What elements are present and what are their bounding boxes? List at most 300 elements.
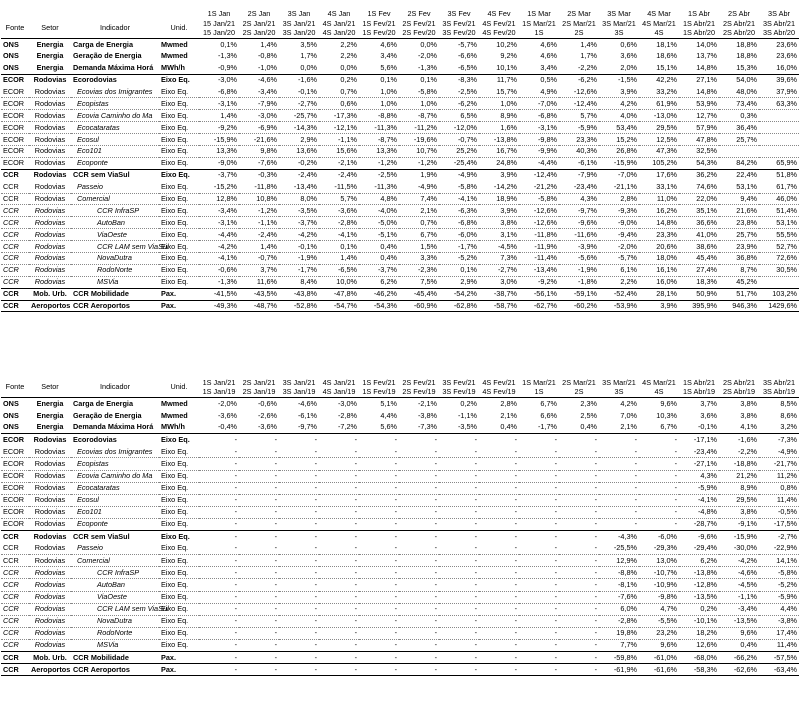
cell-value: -13,5% (679, 591, 719, 603)
cell-value: 8,9% (479, 110, 519, 122)
cell-value: -2,4% (239, 229, 279, 241)
cell-value: - (359, 651, 399, 663)
cell-value: -6,5% (457, 62, 477, 72)
cell-value: -9,1% (719, 518, 759, 530)
cell-value: 6,6% (540, 410, 557, 420)
cell-fonte: CCR (1, 205, 29, 217)
cell-setor: Rodovias (29, 134, 71, 146)
cell-value: 16,0% (776, 62, 797, 72)
cell-value: - (399, 458, 439, 470)
cell-value: 4,4% (759, 603, 799, 615)
week-compare-header (399, 18, 439, 39)
cell-indicador: Passeio (77, 181, 103, 191)
cell-value: 8,7% (719, 264, 759, 276)
cell-value: - (399, 567, 439, 579)
cell-indicador: NovaDutra (71, 615, 159, 627)
cell-setor: Rodovias (29, 518, 71, 530)
week-current: 1S Mar/21 (522, 19, 556, 28)
cell-setor: Rodovias (29, 122, 71, 134)
cell-value: - (359, 615, 399, 627)
cell-value: -1,3% (217, 51, 237, 61)
week-compare-header (679, 18, 719, 39)
week-compare-header (439, 18, 479, 39)
cell-value: -12,1% (319, 122, 359, 134)
cell-value: 4,3% (559, 193, 599, 205)
cell-indicador: Carga de Energia (73, 398, 134, 408)
week-current: 2S Fev/21 (402, 19, 436, 28)
cell-value: 4,2% (620, 398, 637, 408)
table-row (1, 146, 799, 158)
cell-value: 10,3% (656, 410, 677, 420)
cell-value: -19,6% (399, 134, 439, 146)
cell-unid: Eixo Eq. (159, 229, 199, 241)
cell-value: - (519, 555, 559, 567)
cell-setor: Rodovias (29, 98, 71, 110)
cell-value: -3,7% (279, 217, 319, 229)
cell-value: - (199, 615, 239, 627)
cell-value: 23,8% (719, 217, 759, 229)
cell-value: 103,2% (759, 288, 799, 300)
col-fonte: Fonte (5, 23, 25, 32)
cell-value: 2,1% (399, 205, 439, 217)
week-base: 2S Jan/19 (242, 387, 276, 396)
cell-value: - (479, 531, 519, 543)
cell-value: 1,0% (380, 86, 397, 96)
cell-fonte: ONS (3, 398, 19, 408)
cell-value: - (239, 531, 279, 543)
cell-setor: Energia (36, 422, 64, 432)
cell-value: -5,8% (457, 181, 477, 191)
week-base: 2S Jan/20 (242, 28, 276, 37)
cell-value: - (439, 664, 479, 676)
cell-fonte: CCR (1, 169, 29, 181)
cell-indicador: CCR InfraSP (71, 205, 159, 217)
cell-value: 12,8% (199, 193, 239, 205)
cell-value: - (519, 651, 559, 663)
cell-value: - (439, 434, 479, 446)
cell-value: -4,4% (519, 157, 559, 169)
cell-value: -56,1% (519, 288, 559, 300)
cell-setor: Energia (36, 398, 64, 408)
cell-value: 14,0% (696, 39, 717, 49)
col-unid: Unid. (170, 23, 188, 32)
week-current: 4S Fev/21 (482, 19, 516, 28)
cell-value: 7,7% (599, 639, 639, 651)
cell-value: -1,1% (719, 591, 759, 603)
cell-value: -17,5% (759, 518, 799, 530)
header-spacer (1, 0, 29, 18)
cell-value: -25,4% (439, 157, 479, 169)
cell-value: - (519, 506, 559, 518)
cell-value: - (199, 506, 239, 518)
cell-value: - (439, 458, 479, 470)
cell-value: - (479, 494, 519, 506)
cell-setor: Rodovias (29, 639, 71, 651)
cell-value: 1,7% (580, 51, 597, 61)
cell-value: - (319, 579, 359, 591)
table-row (1, 39, 799, 51)
week-label: 1S Jan (207, 9, 231, 18)
cell-value: 2,1% (500, 410, 517, 420)
table-comparison-2019 (1, 377, 799, 676)
cell-value: - (359, 518, 399, 530)
cell-value: 53,1% (736, 181, 757, 191)
cell-value: - (394, 543, 397, 553)
cell-value: - (559, 591, 599, 603)
cell-value: 6,2% (359, 276, 399, 288)
cell-value: - (319, 555, 359, 567)
cell-value: 2,8% (500, 398, 517, 408)
cell-value: -17,3% (319, 110, 359, 122)
cell-value: -15,9% (719, 531, 759, 543)
cell-value: 18,2% (679, 627, 719, 639)
cell-value: 1,4% (319, 253, 359, 265)
cell-value: - (439, 639, 479, 651)
cell-value: 23,3% (639, 229, 679, 241)
cell-value: - (239, 591, 279, 603)
cell-value: -21,1% (613, 181, 637, 191)
cell-value: 4,1% (740, 422, 757, 432)
cell-value: - (239, 434, 279, 446)
cell-value: 4,0% (599, 110, 639, 122)
cell-value: -0,1% (697, 422, 717, 432)
cell-value: - (319, 518, 359, 530)
cell-value: -54,3% (359, 300, 399, 312)
cell-value: - (479, 664, 519, 676)
cell-value: -10,1% (679, 615, 719, 627)
week-compare-header (439, 377, 479, 398)
week-current: 3S Abr/21 (762, 19, 796, 28)
cell-value: 0,6% (620, 39, 637, 49)
cell-setor: Rodovias (29, 146, 71, 158)
cell-value: -7,3% (417, 422, 437, 432)
cell-value: -14,3% (279, 122, 319, 134)
cell-value: -5,0% (359, 217, 399, 229)
cell-value: - (279, 603, 319, 615)
cell-fonte: ECOR (1, 146, 29, 158)
week-label-row (1, 0, 799, 18)
cell-fonte: CCR (1, 531, 29, 543)
cell-value: -6,5% (319, 264, 359, 276)
cell-value: 2,1% (620, 422, 637, 432)
cell-unid: Eixo Eq. (159, 531, 199, 543)
cell-fonte: CCR (1, 288, 29, 300)
cell-fonte: ECOR (1, 482, 29, 494)
cell-value: -60,2% (559, 300, 599, 312)
cell-value: 6,7% (540, 398, 557, 408)
cell-value: 42,2% (639, 74, 679, 86)
cell-value: 9,6% (660, 398, 677, 408)
week-compare-header (599, 18, 639, 39)
cell-value: -1,1% (239, 217, 279, 229)
cell-value: -58,7% (479, 300, 519, 312)
cell-value: 7,3% (479, 253, 519, 265)
cell-value: -21,7% (759, 458, 799, 470)
table-row (1, 410, 799, 422)
cell-value (759, 146, 799, 158)
cell-value: 4,6% (540, 39, 557, 49)
cell-value: 35,1% (679, 205, 719, 217)
cell-value: - (199, 627, 239, 639)
cell-value: - (199, 651, 239, 663)
cell-value: -57,5% (759, 651, 799, 663)
cell-value: -58,3% (679, 664, 719, 676)
cell-value: 52,7% (759, 241, 799, 253)
cell-value: 3,2% (780, 422, 797, 432)
cell-value: - (639, 482, 679, 494)
table-row (1, 181, 799, 193)
cell-value: 28,1% (639, 288, 679, 300)
cell-fonte: ECOR (1, 434, 29, 446)
cell-value: 32,5% (679, 146, 719, 158)
cell-value: - (199, 579, 239, 591)
cell-value: 21,2% (719, 470, 759, 482)
cell-value: -61,0% (639, 651, 679, 663)
week-base: 1S (534, 387, 544, 396)
cell-value: - (479, 627, 519, 639)
cell-setor: Rodovias (29, 217, 71, 229)
table-header (1, 377, 799, 398)
cell-value: - (674, 446, 677, 456)
cell-value: - (319, 639, 359, 651)
cell-setor: Aeroportos (29, 664, 71, 676)
cell-unid: Eixo Eq. (159, 555, 199, 567)
cell-value: - (319, 603, 359, 615)
cell-value: -3,8% (417, 410, 437, 420)
cell-fonte: CCR (1, 579, 29, 591)
cell-value: -13,8% (479, 134, 519, 146)
cell-value: -2,8% (337, 410, 357, 420)
cell-value: -3,9% (559, 241, 599, 253)
cell-value: -5,8% (759, 567, 799, 579)
cell-setor: Rodovias (29, 494, 71, 506)
cell-value: -11,3% (359, 122, 399, 134)
cell-value: 11,0% (639, 193, 679, 205)
cell-value: 3,4% (540, 62, 557, 72)
cell-value: -4,1% (319, 229, 359, 241)
cell-value: -8,3% (439, 74, 479, 86)
cell-value: 9,4% (719, 193, 759, 205)
cell-value: - (594, 446, 597, 456)
cell-value: - (279, 494, 319, 506)
week-compare-header (759, 377, 799, 398)
cell-indicador: RodoNorte (71, 627, 159, 639)
cell-value: -22,9% (773, 543, 797, 553)
cell-value: - (559, 531, 599, 543)
cell-value: -4,2% (719, 555, 759, 567)
cell-indicador: CCR LAM sem ViaSul (71, 603, 159, 615)
cell-value (759, 134, 799, 146)
table-row (1, 518, 799, 530)
table-comparison-2020 (1, 0, 799, 312)
cell-value: -4,1% (199, 253, 239, 265)
cell-value: 0,2% (319, 74, 359, 86)
week-base: 4S Fev/19 (482, 387, 516, 396)
cell-value: - (359, 482, 399, 494)
cell-unid: Eixo Eq. (159, 110, 199, 122)
cell-setor: Energia (36, 410, 64, 420)
week-compare-header (319, 377, 359, 398)
cell-value: -48,7% (239, 300, 279, 312)
cell-indicador: Ecovias dos Imigrantes (77, 86, 153, 96)
cell-value: 1,4% (260, 39, 277, 49)
cell-value: 25,2% (439, 146, 479, 158)
cell-value: -3,0% (337, 398, 357, 408)
week-base: 4S (654, 387, 664, 396)
cell-unid: Eixo Eq. (159, 494, 199, 506)
cell-value: -1,7% (279, 264, 319, 276)
cell-setor: Rodovias (29, 157, 71, 169)
cell-value: - (234, 446, 237, 456)
cell-value: 5,6% (380, 422, 397, 432)
cell-fonte: ECOR (3, 446, 25, 456)
cell-setor: Rodovias (34, 181, 66, 191)
cell-value: 22,4% (719, 169, 759, 181)
cell-indicador: ViaOeste (71, 229, 159, 241)
cell-fonte: ONS (3, 410, 19, 420)
week-current: 1S Mar/21 (522, 378, 556, 387)
cell-unid: Eixo Eq. (159, 253, 199, 265)
cell-value: - (394, 446, 397, 456)
cell-value: - (559, 434, 599, 446)
cell-value: 40,3% (559, 146, 599, 158)
cell-value: -10,9% (639, 579, 679, 591)
cell-value: 0,4% (359, 241, 399, 253)
cell-value: -3,1% (519, 122, 559, 134)
week-compare-header (479, 377, 519, 398)
cell-value: 11,4% (759, 639, 799, 651)
cell-value: 18,0% (639, 253, 679, 265)
cell-value: - (519, 664, 559, 676)
cell-value: 11,6% (239, 276, 279, 288)
cell-value: 7,5% (399, 276, 439, 288)
cell-value: 16,0% (639, 276, 679, 288)
cell-value: -4,6% (297, 398, 317, 408)
cell-unid: Eixo Eq. (159, 146, 199, 158)
cell-value: - (239, 615, 279, 627)
cell-value: - (199, 591, 239, 603)
cell-value: -13,0% (639, 110, 679, 122)
cell-value: - (559, 555, 599, 567)
cell-indicador: CCR Aeroportos (71, 664, 159, 676)
cell-value: 41,0% (679, 229, 719, 241)
week-current: 4S Mar/21 (642, 378, 676, 387)
cell-value: 47,8% (679, 134, 719, 146)
week-label: 3S Jan (287, 9, 311, 18)
cell-value: -62,7% (519, 300, 559, 312)
cell-setor: Rodovias (29, 470, 71, 482)
cell-value: - (519, 434, 559, 446)
cell-value: -3,7% (199, 169, 239, 181)
cell-value: - (239, 458, 279, 470)
week-base: 2S Abr/20 (722, 28, 756, 37)
cell-value: 27,4% (679, 264, 719, 276)
cell-value: 72,6% (759, 253, 799, 265)
cell-value: - (559, 603, 599, 615)
cell-value: -4,5% (719, 579, 759, 591)
cell-value: - (279, 482, 319, 494)
cell-value: -1,7% (537, 422, 557, 432)
cell-value: 4,3% (679, 470, 719, 482)
cell-value: - (279, 627, 319, 639)
cell-value: -1,2% (239, 205, 279, 217)
cell-value: - (399, 482, 439, 494)
cell-value: -5,7% (599, 253, 639, 265)
cell-value: -6,1% (297, 410, 317, 420)
cell-value: -4,4% (199, 229, 239, 241)
table-row (1, 62, 799, 74)
cell-value: -5,8% (417, 86, 437, 96)
cell-value: 2,2% (599, 276, 639, 288)
week-compare-header (679, 377, 719, 398)
cell-value: 0,1% (359, 74, 399, 86)
table-row (1, 264, 799, 276)
cell-indicador: Ecocataratas (71, 482, 159, 494)
cell-value: - (279, 579, 319, 591)
cell-value: 0,0% (340, 62, 357, 72)
cell-value: 74,6% (696, 181, 717, 191)
table-row (1, 134, 799, 146)
cell-value: - (439, 470, 479, 482)
cell-value: 6,0% (599, 603, 639, 615)
table-row (1, 229, 799, 241)
cell-value: - (239, 639, 279, 651)
week-base: 3S Fev/19 (442, 387, 476, 396)
cell-setor: Rodovias (29, 193, 71, 205)
cell-value: 15,6% (319, 146, 359, 158)
cell-fonte: CCR (1, 567, 29, 579)
cell-value: - (439, 615, 479, 627)
cell-unid: Pax. (159, 651, 199, 663)
cell-value: 9,8% (239, 146, 279, 158)
week-base: 4S (654, 28, 664, 37)
cell-value: 3,9% (479, 205, 519, 217)
cell-setor: Energia (36, 39, 64, 49)
week-current: 2S Mar/21 (562, 19, 596, 28)
cell-value: - (199, 567, 239, 579)
cell-unid: Eixo Eq. (159, 169, 199, 181)
cell-value: - (319, 567, 359, 579)
cell-value: -6,9% (239, 122, 279, 134)
cell-value: 0,1% (399, 74, 439, 86)
cell-indicador: MSVia (71, 276, 159, 288)
cell-unid: Eixo Eq. (159, 276, 199, 288)
cell-value: - (439, 531, 479, 543)
cell-value: - (639, 506, 679, 518)
table-row (1, 555, 799, 567)
cell-value: 73,4% (719, 98, 759, 110)
cell-unid: Mwmed (161, 398, 188, 408)
cell-value: 4,9% (540, 86, 557, 96)
cell-value: - (359, 664, 399, 676)
cell-value: -11,6% (559, 229, 599, 241)
cell-indicador: Passeio (77, 543, 103, 553)
cell-value: -61,6% (639, 664, 679, 676)
cell-value: 3,6% (700, 410, 717, 420)
week-base: 2S Fev/20 (402, 28, 436, 37)
cell-value: 51,7% (719, 288, 759, 300)
cell-value: 12,5% (639, 134, 679, 146)
cell-value: - (199, 434, 239, 446)
week-base: 1S Jan/19 (202, 387, 236, 396)
week-label: 1S Abr (688, 9, 710, 18)
cell-value: -7,0% (599, 169, 639, 181)
cell-value: -1,3% (199, 276, 239, 288)
cell-fonte: CCR (1, 193, 29, 205)
cell-value: -9,6% (559, 217, 599, 229)
cell-value: 15,1% (656, 62, 677, 72)
cell-value: 20,6% (639, 241, 679, 253)
